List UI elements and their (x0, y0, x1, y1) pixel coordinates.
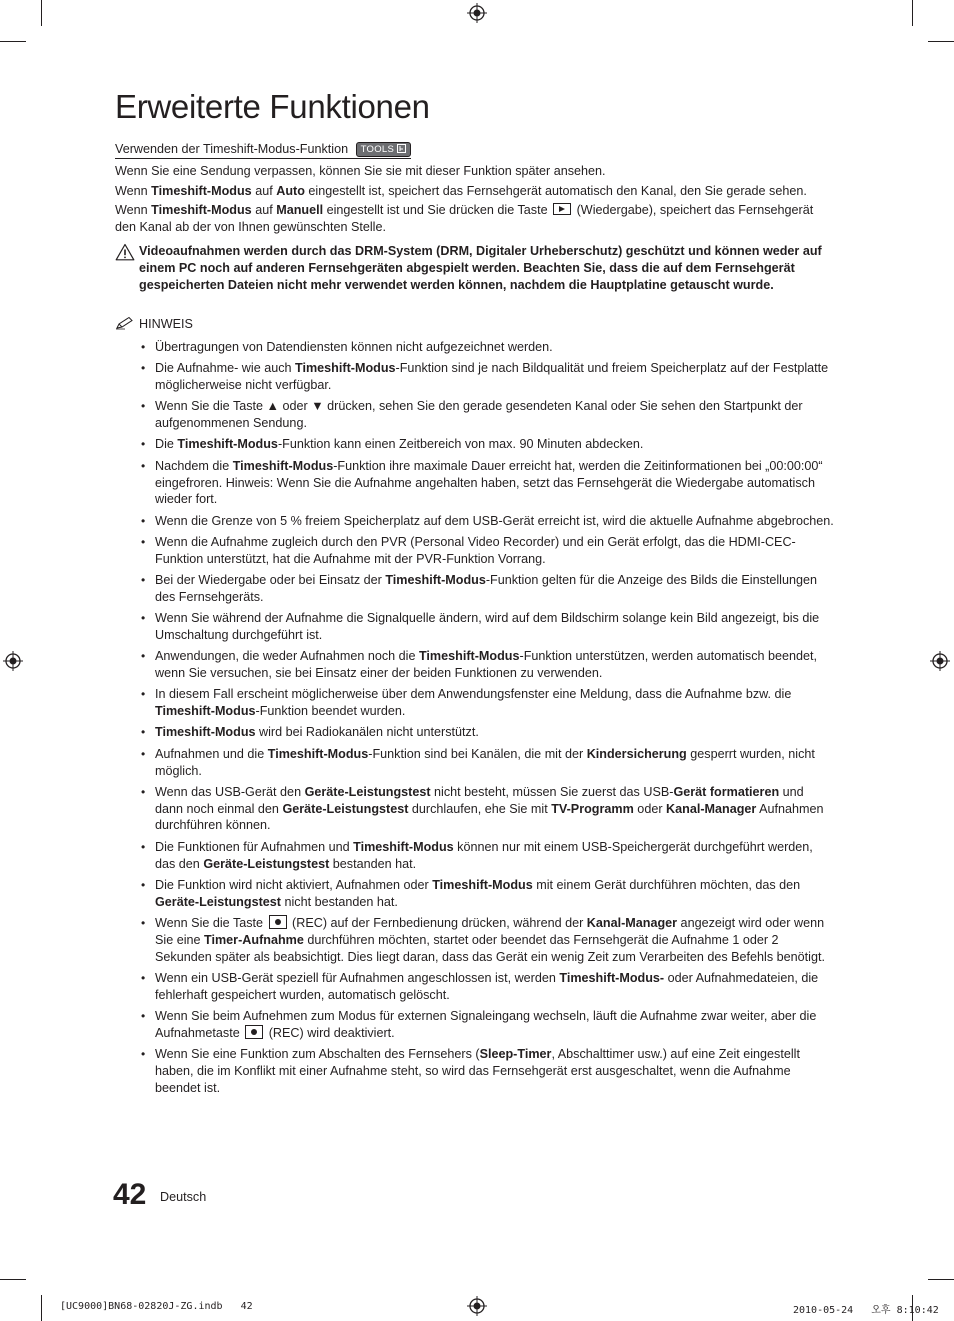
registration-mark-icon (467, 1296, 487, 1316)
intro-paragraph (115, 202, 835, 236)
text-run: durchführen möchten, startet oder beendet das Fernsehgerät die Aufnahme 1 oder 2 Sekunden später als beabsichtigt. Dies liegt daran, dass das Gerät ein wenig Zeit zum Verarbeiten des Befehls benötigt. (155, 932, 825, 964)
note-item (140, 339, 835, 356)
registration-mark-icon (467, 3, 487, 23)
text-run: Anwendungen, die weder Aufnahmen noch die (155, 649, 419, 664)
text-run: und dann noch einmal den (155, 784, 804, 816)
text-run: Wenn Sie beim Aufnehmen zum Modus für externen Signaleingang wechseln, läuft die Aufnahme zwar weiter, aber die Aufnahmetaste (155, 1008, 817, 1040)
crop-mark (928, 41, 954, 42)
text-run: durchlaufen, ehe Sie mit (408, 801, 552, 816)
crop-mark (41, 1295, 42, 1321)
text-run: In diesem Fall erscheint möglicherweise über dem Anwendungsfenster eine Meldung, dass die Aufnahme bzw. die (155, 687, 792, 702)
intro-paragraph (115, 163, 835, 180)
bold-term: Kanal-Manager (586, 915, 678, 930)
pencil-note-icon (115, 316, 135, 330)
text-run: Wenn die Grenze von 5 % freiem Speicherplatz auf dem USB-Gerät erreicht ist, wird die aktuelle Aufnahme abgebrochen. (155, 513, 834, 528)
text-run: nicht bestanden hat. (280, 894, 398, 909)
text-run: (REC) auf der Fernbedienung drücken, während der (288, 915, 587, 930)
note-heading (115, 316, 193, 331)
rec-key-icon (245, 1025, 263, 1039)
text-run: Wenn Sie eine Sendung verpassen, können Sie sie mit dieser Funktion später ansehen. (115, 164, 606, 178)
bold-term: Gerät formatieren (673, 784, 780, 799)
note-item (140, 784, 835, 834)
note-item (140, 572, 835, 606)
bold-term: Timeshift-Modus (353, 839, 454, 854)
tools-badge-label: TOOLS (360, 144, 395, 155)
text-run: Die (155, 437, 178, 452)
crop-mark (0, 1279, 26, 1280)
note-item (140, 436, 835, 453)
text-run: können nur mit einem USB-Speichergerät durchgeführt werden, das den (155, 839, 813, 871)
text-run: (REC) wird deaktiviert. (265, 1025, 395, 1040)
note-list (140, 339, 835, 1101)
bold-term: Timeshift-Modus (232, 458, 334, 473)
crop-mark (41, 0, 42, 26)
text-run: wird bei Radiokanälen nicht unterstützt. (255, 725, 479, 740)
text-run: Aufnahmen und die (155, 746, 268, 761)
note-heading-label: HINWEIS (139, 317, 193, 331)
text-run: Die Funktionen für Aufnahmen und (155, 839, 354, 854)
note-item (140, 648, 835, 682)
bold-term: Geräte-Leistungstest (155, 894, 281, 909)
bold-term: TV-Programm (551, 801, 634, 816)
text-run: nicht besteht, müssen Sie zuerst das USB- (430, 784, 674, 799)
text-run: auf (251, 203, 277, 217)
bold-term: Geräte-Leistungstest (282, 801, 409, 816)
bold-term: Timeshift-Modus (267, 746, 369, 761)
print-file-info: [UC9000]BN68-02820J-ZG.indb 42 (60, 1301, 253, 1312)
text-run: bestanden hat. (329, 856, 417, 871)
bold-term: Timeshift-Modus (418, 649, 520, 664)
caution-text: Videoaufnahmen werden durch das DRM-System (DRM, Digitaler Urheberschutz) geschützt und können weder auf einem PC noch auf anderen Fernsehgeräten abgespielt werden. Beachten Sie, dass die auf dem Fernsehgerät gespeicherten Dateien nicht mehr verwendet werden können, nachdem die Hauptplatine getauscht wurde. (139, 244, 822, 292)
note-item (140, 970, 835, 1004)
text-run: -Funktion unterstützen, werden automatisch beendet, wenn Sie versuchen, sie bei Einsatz einer der beiden Funktionen zu verwenden. (155, 649, 818, 681)
registration-mark-icon (3, 651, 23, 671)
page-title: Erweiterte Funktionen (115, 88, 430, 125)
text-run: -Funktion beendet wurden. (255, 704, 406, 719)
crop-mark (928, 1279, 954, 1280)
bold-term: Kanal-Manager (666, 801, 757, 816)
note-item (140, 686, 835, 720)
bold-term: Timeshift-Modus- (559, 970, 665, 985)
text-run: Wenn ein USB-Gerät speziell für Aufnahmen angeschlossen ist, werden (155, 970, 560, 985)
note-item (140, 915, 835, 965)
text-run: (Wiedergabe), speichert das Fernsehgerät den Kanal ab der von Ihnen gewünschten Stelle. (115, 203, 814, 234)
text-run: -Funktion gelten für die Anzeige des Bilds die Einstellungen des Fernsehgeräts. (155, 573, 818, 604)
note-item (140, 839, 835, 873)
intro-paragraph (115, 183, 835, 200)
note-item (140, 724, 835, 741)
bold-term: Timeshift-Modus (155, 725, 256, 740)
note-item (140, 746, 835, 780)
text-run: angezeigt wird oder wenn Sie eine (155, 915, 825, 947)
caution-block (115, 243, 835, 293)
bold-term: Sleep-Timer (479, 1046, 552, 1061)
bold-term: Geräte-Leistungstest (203, 856, 330, 871)
text-run: Übertragungen von Datendiensten können nicht aufgezeichnet werden. (155, 340, 553, 354)
registration-mark-icon (930, 651, 950, 671)
note-item (140, 534, 835, 568)
text-run: eingestellt ist, speichert das Fernsehgerät automatisch den Kanal, den Sie gerade sehen. (304, 183, 807, 198)
note-item (140, 610, 835, 644)
text-run: -Funktion sind je nach Bildqualität und freiem Speicherplatz auf der Festplatte möglicherweise nicht verfügbar. (155, 361, 829, 393)
bold-term: Timeshift-Modus (155, 704, 256, 719)
play-key-icon (553, 203, 571, 215)
bold-term: Geräte-Leistungstest (304, 784, 431, 799)
page-number: 42 (113, 1178, 147, 1211)
text-run: Wenn (115, 203, 152, 217)
crop-mark (0, 41, 26, 42)
text-run: Aufnahmen durchführen können. (155, 801, 824, 833)
text-run: Nachdem die (155, 458, 233, 473)
text-run: auf (251, 183, 277, 198)
caution-icon (115, 243, 135, 261)
tools-hand-icon (397, 144, 406, 153)
text-run: oder Aufnahmedateien, die fehlerhaft gespeichert wurden, automatisch gelöscht. (155, 970, 819, 1002)
note-item (140, 458, 835, 508)
text-run: mit einem Gerät durchführen möchten, das den (532, 877, 801, 892)
bold-term: Manuell (276, 203, 324, 217)
text-run: -Funktion sind bei Kanälen, die mit der (368, 746, 587, 761)
text-run: Wenn (115, 183, 152, 198)
footer-language: Deutsch (160, 1190, 207, 1204)
text-run: Die Funktion wird nicht aktiviert, Aufnahmen oder (155, 877, 433, 892)
section-heading (115, 142, 411, 159)
text-run: Bei der Wiedergabe oder bei Einsatz der (155, 573, 386, 588)
bold-term: Timeshift-Modus (151, 203, 252, 217)
text-run: oder (633, 801, 667, 816)
note-item (140, 360, 835, 394)
text-run: gesperrt wurden, nicht möglich. (155, 746, 815, 778)
note-item (140, 877, 835, 911)
bold-term: Timeshift-Modus (432, 877, 533, 892)
bold-term: Auto (276, 183, 305, 198)
intro-text (115, 163, 835, 239)
bold-term: Timeshift-Modus (295, 361, 396, 376)
print-timestamp: 2010-05-24 오후 8:10:42 (793, 1305, 939, 1316)
text-run: -Funktion ihre maximale Dauer erreicht hat, werden die Zeitinformationen bei „00:00:00“ eingefroren. Hinweis: Wenn Sie die Aufnahme angehalten haben, setzt das Fernsehgerät die Wiedergabe automatisch wieder fort. (155, 458, 823, 507)
text-run: Die Aufnahme- wie auch (155, 361, 296, 376)
tools-badge (356, 142, 411, 157)
note-item (140, 1046, 835, 1096)
section-heading-text: Verwenden der Timeshift-Modus-Funktion (115, 142, 349, 156)
text-run: Wenn die Aufnahme zugleich durch den PVR (Personal Video Recorder) und ein Gerät erfolgt, das die HDMI-CEC-Funktion unterstützt, hat die Aufnahme mit der PVR-Funktion Vorrang. (155, 534, 796, 566)
crop-mark (912, 0, 913, 26)
text-run: Wenn Sie eine Funktion zum Abschalten des Fernsehers ( (155, 1046, 480, 1061)
bold-term: Timeshift-Modus (177, 437, 278, 452)
note-item (140, 398, 835, 432)
bold-term: Kindersicherung (586, 746, 687, 761)
bold-term: Timeshift-Modus (385, 573, 486, 588)
text-run: eingestellt ist und Sie drücken die Taste (323, 203, 552, 217)
text-run: Wenn Sie während der Aufnahme die Signalquelle ändern, wird auf dem Bildschirm solange kein Bild angezeigt, bis die Umschaltung durchgeführt ist. (155, 611, 820, 642)
bold-term: Timeshift-Modus (151, 183, 252, 198)
note-item (140, 1008, 835, 1042)
rec-key-icon (269, 915, 287, 929)
note-item (140, 513, 835, 530)
text-run: Wenn Sie die Taste ▲ oder ▼ drücken, sehen Sie den gerade gesendeten Kanal oder Sie sehen den Startpunkt der aufgenommenen Sendung. (155, 399, 803, 431)
text-run: -Funktion kann einen Zeitbereich von max. 90 Minuten abdecken. (277, 437, 644, 452)
text-run: Wenn Sie die Taste (155, 915, 267, 930)
bold-term: Timer-Aufnahme (204, 932, 304, 947)
text-run: , Abschalttimer usw.) auf eine Zeit eingestellt haben, die im Konflikt mit einer Aufnahme steht, so wird das Fernsehgerät erst ausgeschaltet, wenn die Aufnahme beendet ist. (155, 1046, 800, 1095)
text-run: Wenn das USB-Gerät den (155, 784, 305, 799)
